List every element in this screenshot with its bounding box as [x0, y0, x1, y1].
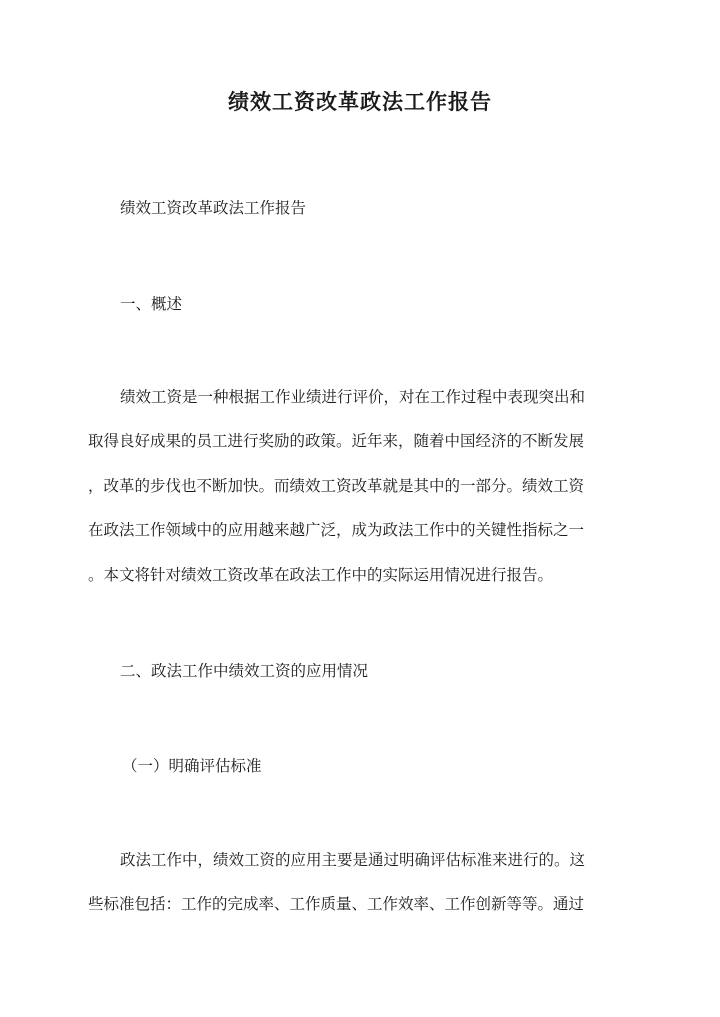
paragraph-line: 在政法工作领域中的应用越来越广泛，成为政法工作中的关键性指标之一	[88, 521, 585, 539]
paragraph-line: 。本文将针对绩效工资改革在政法工作中的实际运用情况进行报告。	[88, 566, 554, 584]
paragraph-line: ，改革的步伐也不断加快。而绩效工资改革就是其中的一部分。绩效工资	[88, 477, 585, 495]
document-title: 绩效工资改革政法工作报告	[228, 89, 492, 114]
paragraph-line: 绩效工资是一种根据工作业绩进行评价，对在工作过程中表现突出和	[120, 388, 586, 406]
paragraph-line: 政法工作中，绩效工资的应用主要是通过明确评估标准来进行的。这	[120, 851, 586, 869]
paragraph-line: 取得良好成果的员工进行奖励的政策。近年来，随着中国经济的不断发展	[88, 432, 585, 450]
subsection-heading-criteria: （一）明确评估标准	[122, 757, 262, 775]
document-subtitle: 绩效工资改革政法工作报告	[120, 199, 307, 217]
paragraph-line: 些标准包括：工作的完成率、工作质量、工作效率、工作创新等等。通过	[88, 895, 585, 913]
section-heading-application: 二、政法工作中绩效工资的应用情况	[120, 662, 369, 680]
section-heading-overview: 一、概述	[120, 295, 183, 313]
